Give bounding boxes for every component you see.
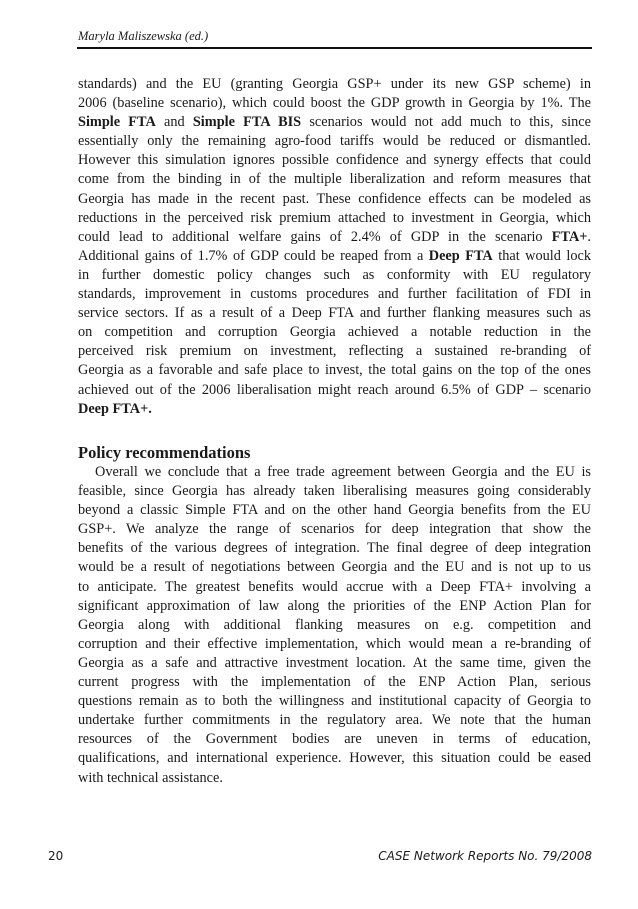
text-line	[78, 769, 591, 788]
text-segment: However this simulation ignores possible confidence and synergy effects that could	[78, 152, 591, 169]
text-segment: .	[587, 228, 591, 245]
text-line	[78, 113, 591, 132]
text-segment: Georgia has made in the recent past. These confidence effects can be modeled as	[78, 190, 591, 207]
text-line	[78, 711, 591, 730]
text-line	[78, 304, 591, 323]
text-segment: GSP+. We analyze the range of scenarios for deep integration that show the	[78, 521, 591, 538]
text-segment: feasible, since Georgia has already taken liberalising measures going considerably	[78, 483, 591, 500]
text-segment: undertake further commitments in the regulatory area. We note that the human	[78, 712, 591, 729]
text-line	[78, 730, 591, 749]
text-segment: to anticipate. The greatest benefits would accrue with a Deep FTA+ involving a	[78, 578, 591, 595]
running-header-author: Maryla Maliszewska (ed.)	[78, 29, 209, 43]
series-title: CASE Network Reports No. 79/2008	[378, 849, 592, 863]
text-segment: in further domestic policy changes such as conformity with EU regulatory	[78, 266, 591, 283]
text-segment: standards, improvement in customs procedures and further facilitation of FDI in	[78, 286, 591, 303]
text-line	[78, 520, 591, 539]
text-segment: reductions in the perceived risk premium attached to investment in Georgia, which	[78, 209, 591, 226]
paragraph-scenarios	[78, 75, 591, 419]
text-line	[78, 482, 591, 501]
text-segment: could lead to additional welfare gains of 2.4% of GDP in the scenario	[78, 228, 552, 245]
text-line	[78, 247, 591, 266]
text-segment: Georgia as a safe and attractive investment location. At the same time, given the	[78, 654, 591, 671]
bold-term: Deep FTA	[428, 247, 493, 264]
text-line	[78, 75, 591, 94]
text-line	[78, 635, 591, 654]
text-segment: questions remain as to both the willingness and institutional capacity of Georgia to	[78, 693, 591, 710]
text-line	[78, 539, 591, 558]
text-line	[78, 381, 591, 400]
text-segment: beyond a classic Simple FTA and on the other hand Georgia benefits from the EU	[78, 502, 591, 519]
text-segment: Additional gains of 1.7% of GDP could be reaped from a	[78, 247, 429, 264]
text-segment: that would lock	[492, 247, 591, 264]
header-rule	[77, 47, 592, 49]
paragraph-policy-recommendations	[78, 463, 591, 788]
text-line	[78, 209, 591, 228]
text-line	[78, 342, 591, 361]
text-line	[78, 132, 591, 151]
text-segment: essentially only the remaining agro-food tariffs would be reduced or dismantled.	[78, 133, 591, 150]
text-segment: would be a result of negotiations between Georgia and the EU and is not up to us	[78, 559, 591, 576]
text-segment: resources of the Government bodies are uneven in terms of education,	[78, 731, 591, 748]
text-line	[78, 285, 591, 304]
text-segment: perceived risk premium on investment, reflecting a sustained re-branding of	[78, 343, 591, 360]
text-line	[78, 558, 591, 577]
text-line	[78, 228, 591, 247]
text-line	[78, 673, 591, 692]
text-segment: Georgia as a favorable and safe place to invest, the total gains on the top of the ones	[78, 362, 591, 379]
text-line	[78, 94, 591, 113]
text-segment: standards) and the EU (granting Georgia GSP+ under its new GSP scheme) in	[78, 76, 591, 92]
text-line	[78, 578, 591, 597]
text-segment: current progress with the implementation of the ENP Action Plan, serious	[78, 674, 591, 691]
bold-term: Deep FTA+.	[78, 400, 152, 417]
page-number: 20	[48, 849, 64, 863]
text-segment: come from the binding in of the multiple liberalization and reform measures that	[78, 171, 591, 188]
text-line	[78, 361, 591, 380]
text-line	[78, 323, 591, 342]
text-line	[78, 501, 591, 520]
text-line	[78, 654, 591, 673]
text-segment: on competition and corruption Georgia achieved a notable reduction in the	[78, 324, 591, 341]
text-segment: significant approximation of law along the priorities of the ENP Action Plan for	[78, 597, 591, 614]
text-segment: service sectors. If as a result of a Deep FTA and further flanking measures such as	[78, 305, 591, 322]
text-segment: 2006 (baseline scenario), which could boost the GDP growth in Georgia by 1%. The	[78, 95, 591, 112]
section-heading: Policy recommendations	[78, 443, 251, 462]
text-segment: with technical assistance.	[78, 769, 223, 786]
text-segment: qualifications, and international experience. However, this situation could be eased	[78, 750, 591, 767]
text-segment: achieved out of the 2006 liberalisation might reach around 6.5% of GDP – scenario	[78, 381, 591, 398]
text-line	[78, 692, 591, 711]
text-line	[78, 463, 591, 482]
text-line	[78, 170, 591, 189]
bold-term: Simple FTA	[78, 114, 156, 131]
text-segment: and	[155, 114, 193, 131]
text-segment: scenarios would not add much to this, since	[301, 114, 591, 131]
text-line	[78, 190, 591, 209]
text-line	[78, 151, 591, 170]
text-segment: benefits of the various degrees of integration. The final degree of deep integration	[78, 540, 591, 557]
text-segment: corruption and their effective implementation, which would mean a re-branding of	[78, 635, 591, 652]
text-line	[78, 597, 591, 616]
text-segment: Georgia along with additional flanking measures on e.g. competition and	[78, 616, 591, 633]
bold-term: FTA+	[551, 228, 588, 245]
text-line	[78, 616, 591, 635]
bold-term: Simple FTA BIS	[192, 114, 302, 131]
text-line	[78, 266, 591, 285]
text-segment: Overall we conclude that a free trade agreement between Georgia and the EU is	[95, 464, 591, 480]
text-line	[78, 749, 591, 768]
text-line	[78, 400, 591, 419]
